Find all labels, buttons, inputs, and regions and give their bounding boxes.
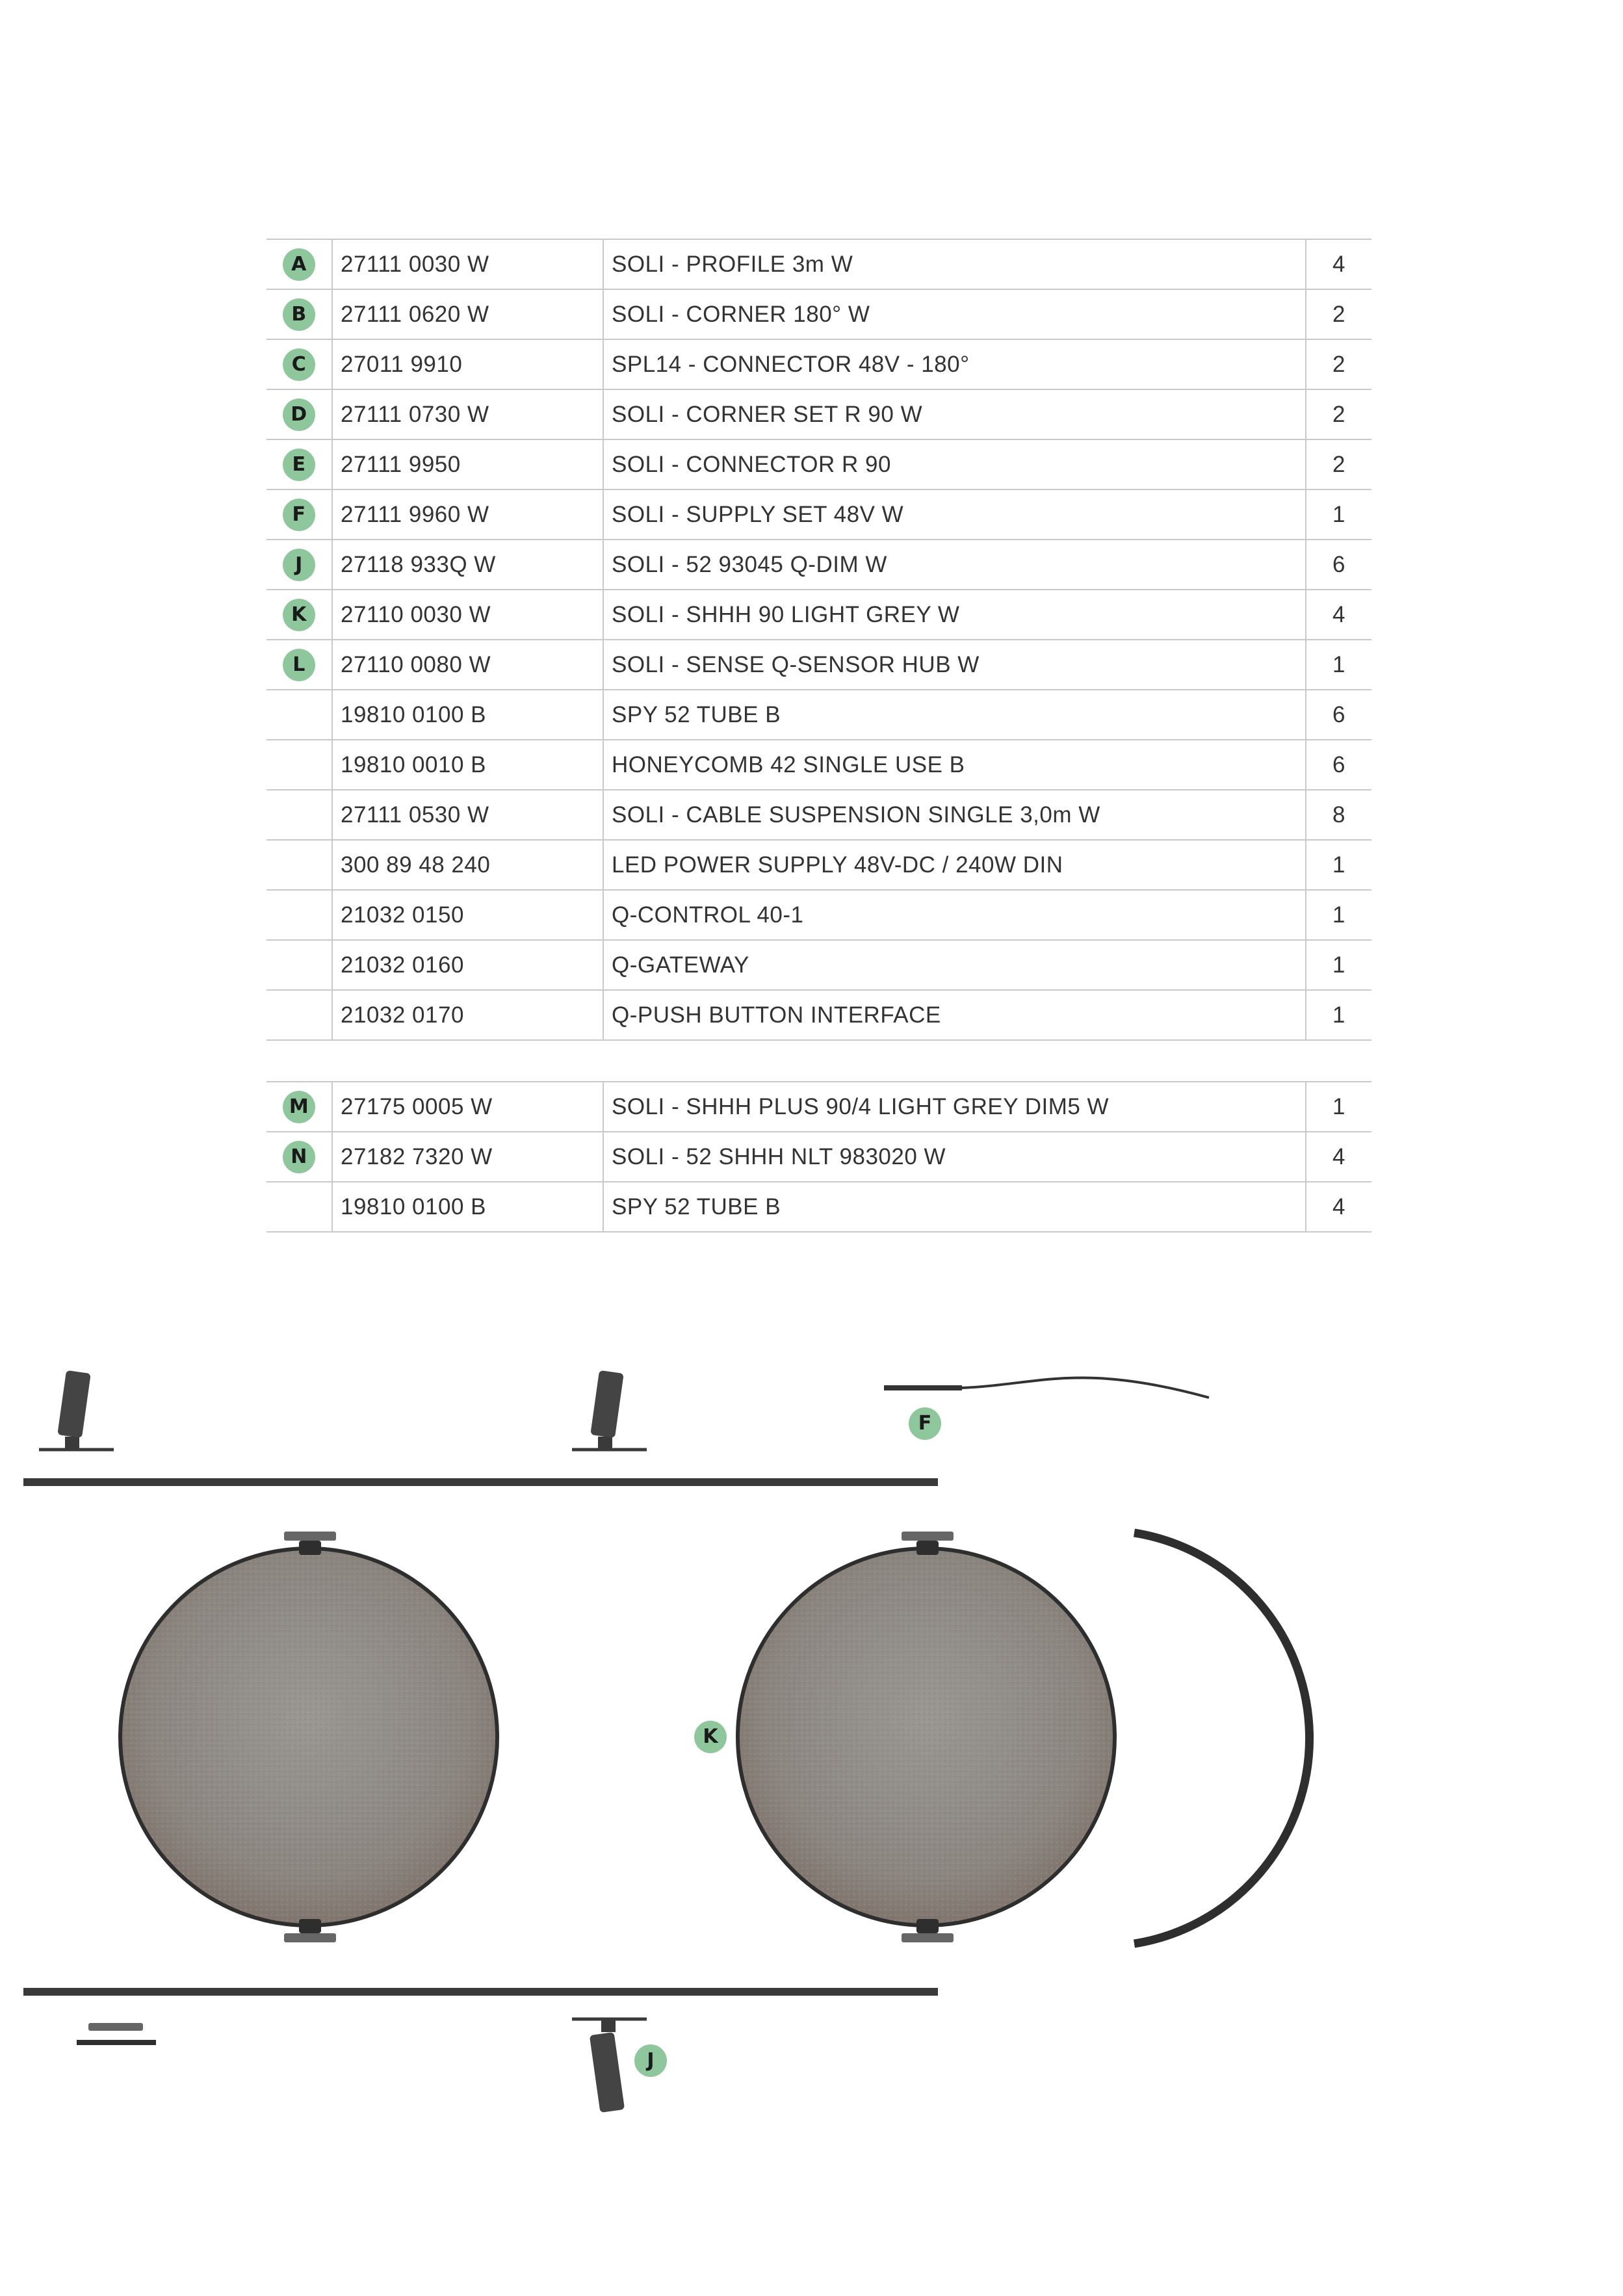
spotlight-top-left <box>39 1370 114 1450</box>
parts-table-main-body <box>266 239 1371 1040</box>
table-row <box>266 1132 1371 1182</box>
table-row <box>266 740 1371 790</box>
article-quantity: 8 <box>1306 790 1371 840</box>
article-code: 21032 0160 <box>332 940 603 990</box>
article-description: Q-CONTROL 40-1 <box>603 890 1306 940</box>
article-code: 19810 0010 B <box>332 740 603 790</box>
parts-table-extra <box>266 1081 1371 1233</box>
article-code: 300 89 48 240 <box>332 840 603 890</box>
article-code: 19810 0100 B <box>332 690 603 740</box>
article-quantity: 6 <box>1306 690 1371 740</box>
article-description: SPY 52 TUBE B <box>603 1182 1306 1232</box>
row-key-cell <box>266 990 332 1040</box>
row-key-badge: F <box>283 499 315 531</box>
row-key-badge: N <box>283 1141 315 1173</box>
spotlight-top-middle <box>572 1370 647 1450</box>
table-row <box>266 289 1371 339</box>
article-quantity: 1 <box>1306 940 1371 990</box>
drawing-label-supply: F <box>909 1407 941 1440</box>
article-description: SOLI - CORNER 180° W <box>603 289 1306 339</box>
row-key-cell <box>266 790 332 840</box>
table-row <box>266 940 1371 990</box>
connector-piece <box>77 2023 156 2045</box>
article-code: 27111 9950 <box>332 439 603 489</box>
profile-top <box>23 1478 938 1486</box>
row-key-cell <box>266 1182 332 1232</box>
article-quantity: 1 <box>1306 990 1371 1040</box>
acoustic-panel-left <box>120 1532 497 1942</box>
table-row <box>266 389 1371 439</box>
article-description: SOLI - SHHH 90 LIGHT GREY W <box>603 590 1306 640</box>
row-key-badge: E <box>283 449 315 481</box>
row-key-badge: A <box>283 248 315 281</box>
article-quantity: 4 <box>1306 1182 1371 1232</box>
row-key-cell <box>266 890 332 940</box>
row-key-cell <box>266 540 332 590</box>
article-description: HONEYCOMB 42 SINGLE USE B <box>603 740 1306 790</box>
row-key-cell <box>266 640 332 690</box>
drawing-label-spot: J <box>634 2044 667 2077</box>
article-code: 27111 0030 W <box>332 239 603 289</box>
table-row <box>266 790 1371 840</box>
row-key-badge: K <box>283 599 315 631</box>
table-row <box>266 239 1371 289</box>
parts-table-main <box>266 239 1371 1041</box>
article-quantity: 1 <box>1306 840 1371 890</box>
profile-bottom <box>23 1988 938 1996</box>
article-quantity: 2 <box>1306 439 1371 489</box>
row-key-badge: C <box>283 348 315 381</box>
row-key-badge: M <box>283 1091 315 1123</box>
row-key-badge: D <box>283 398 315 431</box>
article-code: 27111 9960 W <box>332 489 603 540</box>
article-description: SOLI - SHHH PLUS 90/4 LIGHT GREY DIM5 W <box>603 1082 1306 1132</box>
article-description: SOLI - SENSE Q-SENSOR HUB W <box>603 640 1306 690</box>
table-row <box>266 339 1371 389</box>
row-key-cell <box>266 840 332 890</box>
article-description: SOLI - CORNER SET R 90 W <box>603 389 1306 439</box>
row-key-cell <box>266 239 332 289</box>
row-key-badge: B <box>283 298 315 331</box>
row-key-cell <box>266 1082 332 1132</box>
article-code: 21032 0170 <box>332 990 603 1040</box>
table-row <box>266 540 1371 590</box>
article-quantity: 1 <box>1306 640 1371 690</box>
table-row <box>266 890 1371 940</box>
table-row <box>266 990 1371 1040</box>
article-description: SOLI - SUPPLY SET 48V W <box>603 489 1306 540</box>
table-row <box>266 489 1371 540</box>
article-code: 27175 0005 W <box>332 1082 603 1132</box>
article-code: 27111 0620 W <box>332 289 603 339</box>
article-description: SOLI - PROFILE 3m W <box>603 239 1306 289</box>
article-quantity: 4 <box>1306 239 1371 289</box>
row-key-cell <box>266 439 332 489</box>
article-description: LED POWER SUPPLY 48V-DC / 240W DIN <box>603 840 1306 890</box>
article-quantity: 6 <box>1306 540 1371 590</box>
table-row <box>266 1082 1371 1132</box>
article-quantity: 1 <box>1306 489 1371 540</box>
article-code: 21032 0150 <box>332 890 603 940</box>
article-quantity: 6 <box>1306 740 1371 790</box>
parts-table-extra-body <box>266 1082 1371 1232</box>
article-code: 27110 0080 W <box>332 640 603 690</box>
row-key-cell <box>266 489 332 540</box>
article-quantity: 2 <box>1306 339 1371 389</box>
article-description: SOLI - CABLE SUSPENSION SINGLE 3,0m W <box>603 790 1306 840</box>
supply-cable <box>884 1377 1209 1398</box>
installation-drawing <box>0 1300 1623 2145</box>
article-code: 27118 933Q W <box>332 540 603 590</box>
table-row <box>266 690 1371 740</box>
row-key-badge: L <box>283 649 315 681</box>
article-code: 19810 0100 B <box>332 1182 603 1232</box>
row-key-cell <box>266 289 332 339</box>
article-description: SOLI - 52 SHHH NLT 983020 W <box>603 1132 1306 1182</box>
row-key-cell <box>266 740 332 790</box>
table-row <box>266 640 1371 690</box>
article-code: 27111 0530 W <box>332 790 603 840</box>
profile-corner-180 <box>1134 1533 1310 1944</box>
article-quantity: 4 <box>1306 1132 1371 1182</box>
article-quantity: 4 <box>1306 590 1371 640</box>
drawing-label-panel: K <box>694 1721 727 1753</box>
row-key-cell <box>266 1132 332 1182</box>
article-quantity: 2 <box>1306 289 1371 339</box>
article-code: 27011 9910 <box>332 339 603 389</box>
article-quantity: 2 <box>1306 389 1371 439</box>
table-row <box>266 840 1371 890</box>
article-description: SOLI - CONNECTOR R 90 <box>603 439 1306 489</box>
row-key-badge: J <box>283 549 315 581</box>
row-key-cell <box>266 339 332 389</box>
article-code: 27110 0030 W <box>332 590 603 640</box>
table-row <box>266 1182 1371 1232</box>
row-key-cell <box>266 690 332 740</box>
row-key-cell <box>266 590 332 640</box>
table-row <box>266 590 1371 640</box>
article-description: SOLI - 52 93045 Q-DIM W <box>603 540 1306 590</box>
article-code: 27182 7320 W <box>332 1132 603 1182</box>
article-quantity: 1 <box>1306 890 1371 940</box>
article-description: Q-PUSH BUTTON INTERFACE <box>603 990 1306 1040</box>
article-quantity: 1 <box>1306 1082 1371 1132</box>
article-description: Q-GATEWAY <box>603 940 1306 990</box>
table-row <box>266 439 1371 489</box>
article-code: 27111 0730 W <box>332 389 603 439</box>
row-key-cell <box>266 940 332 990</box>
article-description: SPL14 - CONNECTOR 48V - 180° <box>603 339 1306 389</box>
acoustic-panel-right <box>738 1532 1115 1942</box>
row-key-cell <box>266 389 332 439</box>
article-description: SPY 52 TUBE B <box>603 690 1306 740</box>
